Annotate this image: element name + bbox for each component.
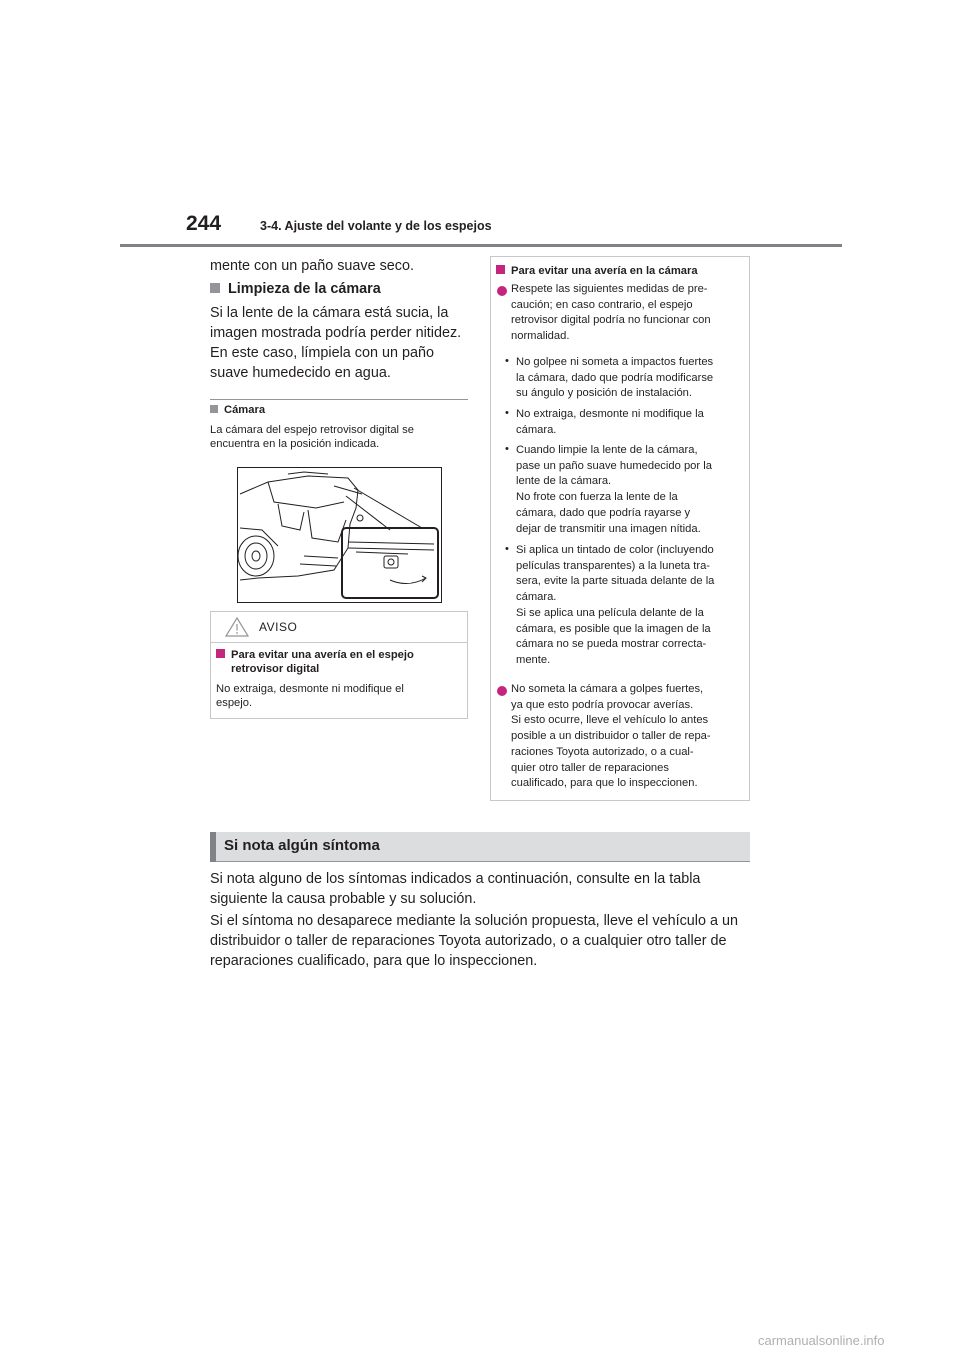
- notice-label: AVISO: [259, 620, 298, 634]
- cleaning-title: Limpieza de la cámara: [210, 281, 381, 297]
- caution-title: Para evitar una avería en la cámara: [496, 265, 698, 277]
- bullet-marker: •: [505, 543, 509, 555]
- bullet-marker: •: [505, 407, 509, 419]
- notice-box: [210, 611, 468, 719]
- notice-body: No extraiga, desmonte ni modifique el espejo.: [216, 683, 404, 709]
- bullet-marker: •: [505, 443, 509, 455]
- caution-impact: No someta la cámara a golpes fuertes, ya que esto podría provocar averías. Si esto ocurre, lleve el vehículo lo antes posible a un distribuidor o taller de repa- raciones Toyota autorizado, o a cual- quier otro taller de reparaciones cualificado, para que lo inspeccionen.: [511, 683, 711, 790]
- square-bullet-icon: [496, 265, 505, 274]
- cleaning-paragraph: Si la lente de la cámara está sucia, la imagen mostrada podría perder nitidez. En este caso, límpiela con un paño suave humedecido en agua.: [210, 305, 462, 381]
- notice-header: [211, 612, 467, 643]
- camera-title: Cámara: [210, 404, 265, 416]
- divider: [210, 399, 468, 400]
- caution-item-2: No extraiga, desmonte ni modifique la cámara.: [516, 408, 704, 436]
- header-rule: [120, 244, 842, 247]
- circle-bullet-icon: [497, 686, 507, 696]
- caution-item-1: No golpee ni someta a impactos fuertes la cámara, dado que podría modificarse su ángulo y posición de instalación.: [516, 356, 714, 400]
- caution-item-4: Si aplica un tintado de color (incluyendo películas transparentes) a la luneta tra- sera, evite la parte situada delante de la cámara. Si se aplica una película delante de la cámara, es posible que la imagen de la cámara no se pueda mostrar correcta- mente.: [516, 544, 715, 666]
- section-title: 3-4. Ajuste del volante y de los espejos: [260, 219, 492, 233]
- watermark: carmanualsonline.info: [758, 1333, 885, 1348]
- continuation-text: mente con un paño suave seco.: [210, 258, 415, 274]
- symptoms-paragraph-1: Si nota alguno de los síntomas indicados a continuación, consulte en la tabla siguiente la causa probable y su solución.: [210, 871, 701, 907]
- caution-item-3: Cuando limpie la lente de la cámara, pase un paño suave humedecido por la lente de la cámara. No frote con fuerza la lente de la cámara, dado que podría rayarse y dejar de transmitir una imagen nítida.: [516, 444, 712, 535]
- square-bullet-icon: [216, 649, 225, 658]
- heading-accent: [210, 832, 216, 862]
- camera-caution-box: [490, 256, 750, 801]
- page-number: 244: [186, 212, 222, 235]
- notice-title: Para evitar una avería en el espejo retrovisor digital: [216, 648, 414, 676]
- bullet-marker: •: [505, 355, 509, 367]
- car-rear-illustration: [238, 468, 441, 602]
- symptoms-paragraph-2: Si el síntoma no desaparece mediante la solución propuesta, lleve el vehículo a un distribuidor o taller de reparaciones Toyota autorizado, o a cualquier otro taller de reparaciones cualificado, para que lo inspeccionen.: [210, 913, 738, 969]
- square-bullet-icon: [210, 405, 218, 413]
- symptoms-heading-text: Si nota algún síntoma: [224, 837, 380, 854]
- camera-location-figure: [237, 467, 442, 603]
- symptoms-heading: [210, 832, 750, 862]
- square-bullet-icon: [210, 283, 220, 293]
- circle-bullet-icon: [497, 286, 507, 296]
- camera-description: La cámara del espejo retrovisor digital se encuentra en la posición indicada.: [210, 424, 414, 450]
- warning-triangle-icon: [225, 617, 249, 637]
- caution-intro: Respete las siguientes medidas de pre- caución; en caso contrario, el espejo retrovisor digital podría no funcionar con normalidad.: [511, 283, 711, 343]
